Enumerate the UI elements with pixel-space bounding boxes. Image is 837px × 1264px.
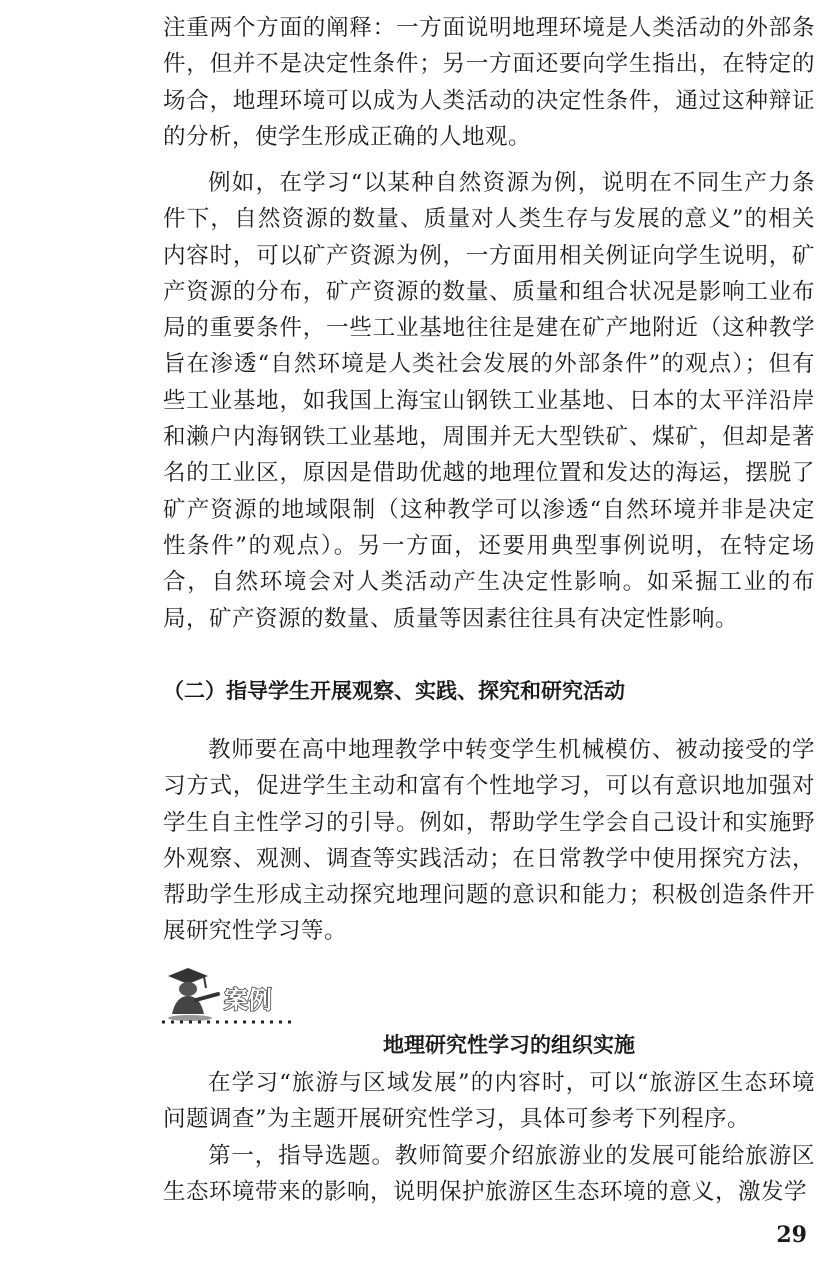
scholar-icon bbox=[160, 964, 300, 1024]
case-badge bbox=[160, 964, 300, 1024]
paragraph-1: 注重两个方面的阐释：一方面说明地理环境是人类活动的外部条件，但并不是决定性条件；另一方面还要向学生指出，在特定的场合，地理环境可以成为人类活动的决定性条件，通过这种辩证的分析，使学生形成正确的人地观。 bbox=[163, 15, 815, 150]
paragraph-5: 第一，指导选题。教师简要介绍旅游业的发展可能给旅游区生态环境带来的影响，说明保护旅游区生态环境的意义，激发学 bbox=[163, 1143, 815, 1206]
paragraph-4: 在学习“旅游与区域发展”的内容时，可以“旅游区生态环境问题调查”为主题开展研究性学习，具体可参考下列程序。 bbox=[163, 1070, 815, 1133]
paragraph-3: 教师要在高中地理教学中转变学生机械模仿、被动接受的学习方式，促进学生主动和富有个性地学习，可以有意识地加强对学生自主性学习的引导。例如，帮助学生学会自己设计和实施野外观察、观测、调查等实践活动；在日常教学中使用探究方法，帮助学生形成主动探究地理问题的意识和能力；积极创造条件开展研究性学习等。 bbox=[163, 737, 815, 945]
page-number: 29 bbox=[776, 1222, 807, 1248]
case-label: 案例 bbox=[224, 986, 272, 1014]
section-heading: （二）指导学生开展观察、实践、探究和研究活动 bbox=[163, 679, 625, 703]
paragraph-2: 例如，在学习“以某种自然资源为例，说明在不同生产力条件下，自然资源的数量、质量对人类生存与发展的意义”的相关内容时，可以矿产资源为例，一方面用相关例证向学生说明，矿产资源的分布，矿产资源的数量、质量和组合状况是影响工业布局的重要条件，一些工业基地往往是建在矿产地附近（这种教学旨在渗透“自然环境是人类社会发展的外部条件”的观点）；但有些工业基地，如我国上海宝山钢铁工业基地、日本的太平洋沿岸和濑户内海钢铁工业基地，周围并无大型铁矿、煤矿，但却是著名的工业区，原因是借助优越的地理位置和发达的海运，摆脱了矿产资源的地域限制（这种教学可以渗透“自然环境并非是决定性条件”的观点）。另一方面，还要用典型事例说明，在特定场合，自然环境会对人类活动产生决定性影响。如采掘工业的布局，矿产资源的数量、质量等因素往往具有决定性影响。 bbox=[163, 170, 815, 632]
case-title: 地理研究性学习的组织实施 bbox=[383, 1033, 635, 1057]
